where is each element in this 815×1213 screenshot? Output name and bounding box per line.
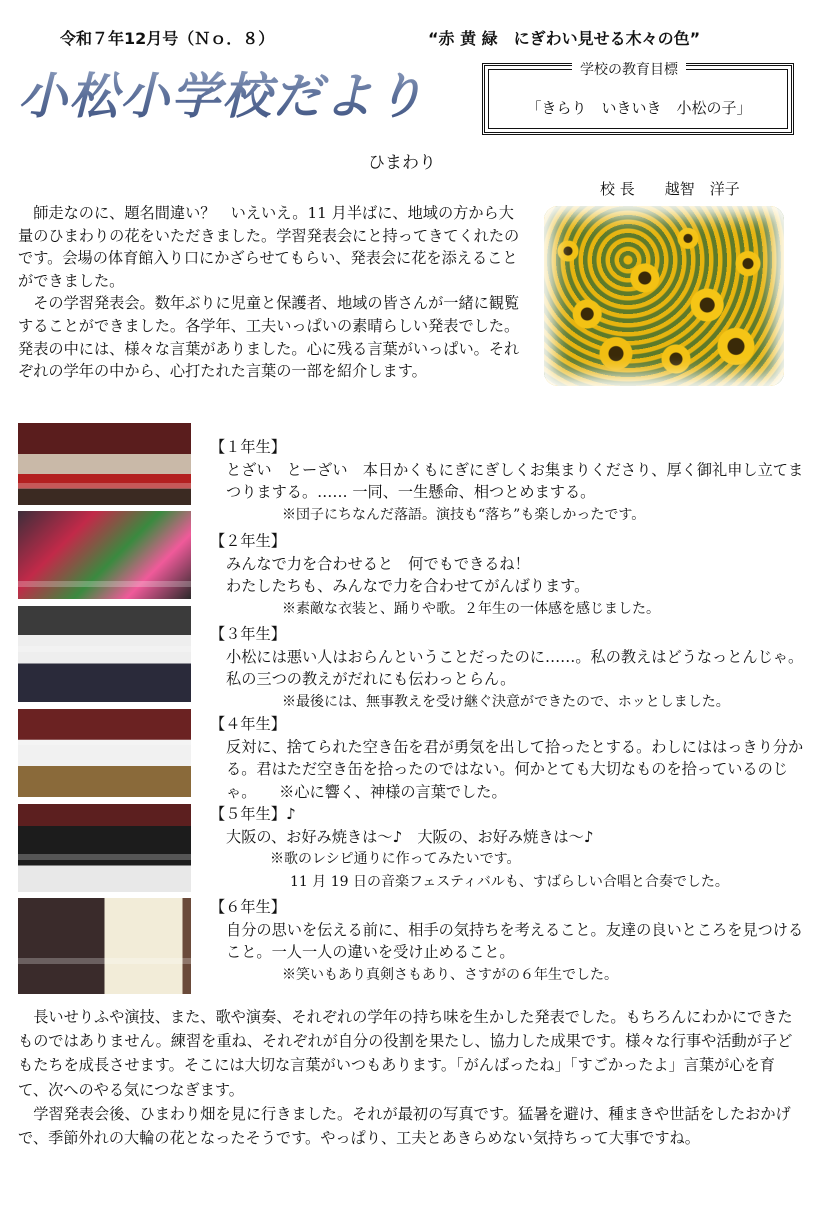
grade4-quote: 反対に、捨てられた空き缶を君が勇気を出して拾ったとする。わしにははっきり分かる。君はただ空き缶を拾ったのではない。何かとても大切なものを拾っているのじゃ。 ※心に響く、神様の言葉でした。 — [226, 737, 804, 801]
issue-number: 令和７年12月号（Ｎｏ．８） — [60, 29, 275, 48]
grade5-note: ※歌のレシピ通りに作ってみたいです。 — [270, 851, 521, 868]
closing-paragraph-2: 学習発表会後、ひまわり畑を見に行きました。それが最初の写真です。猛暑を避け、種まきや世話をしたおかげで、季節外れの大輪の花となったそうです。やっぱり、工夫とあきらめない気持ちって大事ですね。 — [18, 1104, 791, 1148]
newsletter-masthead: 小松小学校だより — [18, 58, 426, 128]
grade2-quote-2: わたしたちも、みんなで力を合わせてがんばります。 — [226, 577, 590, 596]
grade2-section — [210, 530, 805, 620]
grade3-section — [210, 623, 805, 713]
grade2-photo — [18, 511, 191, 599]
grade4-heading: 【４年生】 — [210, 715, 286, 733]
grade1-section — [210, 436, 805, 526]
education-goal-text: 「きらり いきいき 小松の子」 — [526, 99, 752, 117]
closing-paragraph-1: 長いせりふや演技、また、歌や演奏、それぞれの学年の持ち味を生かした発表でした。もちろんにわかにできたものではありません。練習を重ね、それぞれが自分の役割を果たし、協力した成果です。様々な行事や活動が子どもたちを成長させます。そこには大切な言葉がいつもあります。「がんばったね」「すごかったよ」言葉が心を育て、次へのやる気につなぎます。 — [18, 1008, 793, 1099]
grade5-heading: 【５年生】♪ — [210, 805, 296, 823]
grade3-heading: 【３年生】 — [210, 625, 286, 643]
grade1-note: ※団子にちなんだ落語。演技も“落ち”も楽しかったです。 — [282, 506, 646, 523]
grade6-photo — [18, 898, 191, 994]
grade3-photo — [18, 606, 191, 702]
education-goal-title: 学校の教育目標 — [572, 59, 686, 79]
grade4-section — [210, 713, 805, 803]
intro-paragraph-2: その学習発表会。数年ぶりに児童と保護者、地域の皆さんが一緒に観覧することができました。各学年、工夫いっぱいの素晴らしい発表でした。発表の中には、様々な言葉がありました。心に残る言葉がいっぱい。それぞれの学年の中から、心打たれた言葉の一部を紹介します。 — [18, 294, 520, 381]
monthly-theme: “赤 黄 緑 にぎわい見せる木々の色” — [428, 29, 701, 48]
grade2-heading: 【２年生】 — [210, 532, 286, 550]
grade5-note-2: 11 月 19 日の音楽フェスティバルも、すばらしい合唱と合奏でした。 — [290, 873, 729, 890]
grade6-note: ※笑いもあり真剣さもあり、さすがの６年生でした。 — [282, 966, 618, 983]
grade5-quote: 大阪の、お好み焼きは～♪ 大阪の、お好み焼きは～♪ — [226, 827, 594, 846]
grade2-note: ※素敵な衣装と、踊りや歌。２年生の一体感を感じました。 — [282, 600, 660, 617]
grade6-section — [210, 896, 805, 986]
sunflower-field-photo — [544, 206, 784, 386]
grade5-section — [210, 803, 805, 893]
grade1-photo — [18, 423, 191, 505]
grade3-quote: 小松には悪い人はおらんということだったのに……。私の教えはどうなっとんじゃ。私の三つの教えがだれにも伝わっとらん。 — [226, 647, 804, 689]
grade5-photo — [18, 804, 191, 892]
grade1-quote: とざい とーざい 本日かくもにぎにぎしくお集まりくださり、厚く御礼申し立てまつりまする。…… 一同、一生懸命、相つとめまする。 — [226, 460, 804, 502]
grade6-heading: 【６年生】 — [210, 898, 286, 916]
article-author: 校 長 越智 洋子 — [600, 180, 740, 198]
article-title: ひまわり — [368, 153, 436, 173]
grade3-note: ※最後には、無事教えを受け継ぐ決意ができたので、ホッとしました。 — [282, 693, 730, 710]
intro-paragraph-1: 師走なのに、題名間違い？ いえいえ。11 月半ばに、地域の方から大量のひまわりの花をいただきました。学習発表会にと持ってきてくれたのです。会場の体育館入り口にかざらせてもらい、発表会に花を添えることができました。 — [18, 204, 520, 290]
grade4-photo — [18, 709, 191, 797]
intro-text — [18, 202, 523, 383]
grade6-quote: 自分の思いを伝える前に、相手の気持ちを考えること。友達の良いところを見つけること。一人一人の違いを受け止めること。 — [226, 920, 804, 962]
grade2-quote: みんなで力を合わせると 何でもできるね！ — [226, 554, 530, 573]
grade1-heading: 【１年生】 — [210, 438, 286, 456]
closing-text — [18, 1005, 803, 1150]
